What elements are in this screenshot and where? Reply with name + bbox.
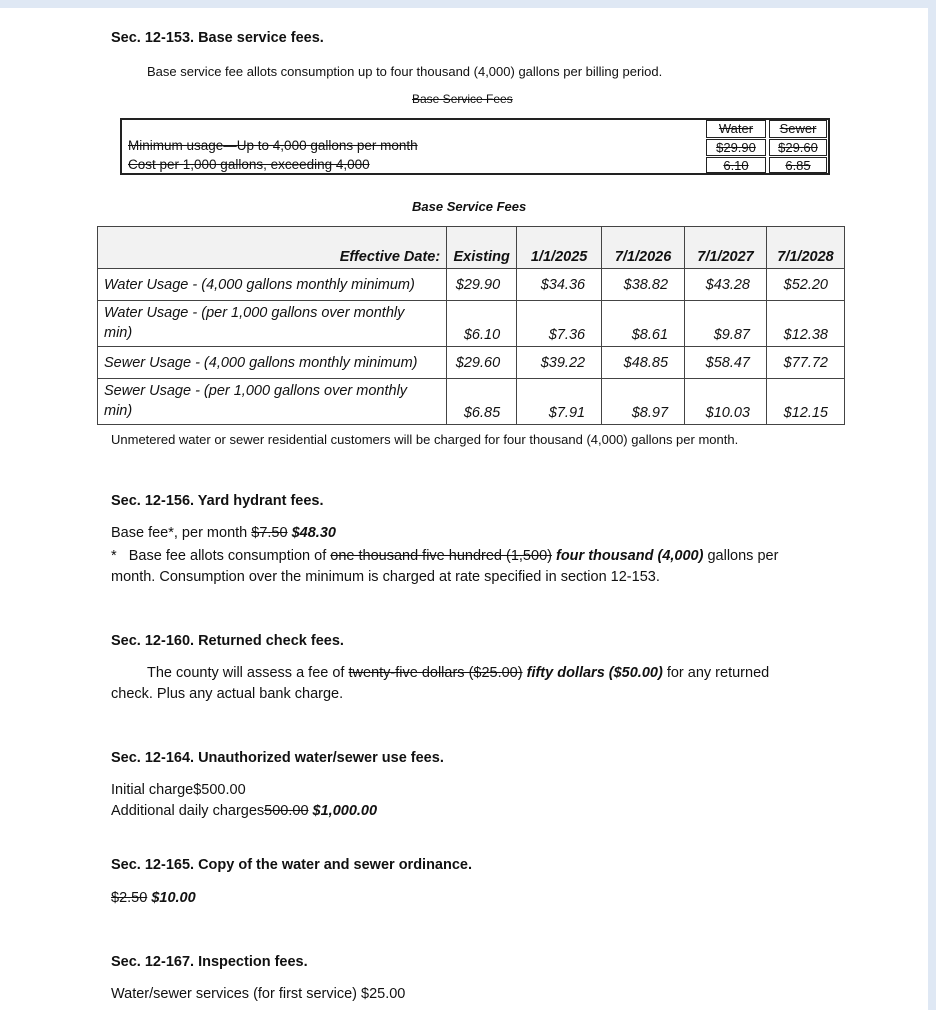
table-row [98, 301, 845, 347]
old-row-label-minimum: Minimum usage—Up to 4,000 gallons per month [128, 138, 418, 153]
new-fee-table [97, 226, 845, 425]
ordinance-new-price: $10.00 [151, 890, 196, 906]
row-label: Sewer Usage - (4,000 gallons monthly minimum) [98, 347, 447, 379]
row-label: Sewer Usage - (per 1,000 gallons over monthly min) [98, 379, 447, 425]
fee-cell: $52.20 [766, 269, 844, 301]
table-row [98, 347, 845, 379]
old-cell-water-cost: 6.10 [706, 157, 766, 173]
section-heading-unauthorized: Sec. 12-164. Unauthorized water/sewer use fees. [111, 750, 444, 766]
fee-cell: $8.97 [602, 379, 685, 425]
additional-new: $1,000.00 [312, 803, 378, 819]
fee-cell: $7.91 [517, 379, 602, 425]
ordinance-copy-price [111, 890, 196, 906]
new-fee: $48.30 [291, 525, 336, 541]
fee-cell: $12.38 [766, 301, 844, 347]
section-heading-returned-check: Sec. 12-160. Returned check fees. [111, 633, 344, 649]
fee-table-header-row [98, 227, 845, 269]
column-header: Existing [447, 227, 517, 269]
fee-cell: $8.61 [602, 301, 685, 347]
fee-cell: $43.28 [685, 269, 767, 301]
row-label: Water Usage - (4,000 gallons monthly minimum) [98, 269, 447, 301]
old-header-water: Water [706, 120, 766, 138]
fee-cell: $29.90 [447, 269, 517, 301]
fee-cell: $39.22 [517, 347, 602, 379]
fee-cell: $48.85 [602, 347, 685, 379]
old-fee: $7.50 [251, 525, 288, 541]
document-page [0, 8, 928, 1010]
table-row [98, 269, 845, 301]
check-new-amount: fifty dollars ($50.00) [526, 665, 663, 681]
yard-hydrant-note-line2: month. Consumption over the minimum is charged at rate specified in section 12-153. [111, 569, 660, 585]
inspection-line1: Water/sewer services (for first service) $25.00 [111, 986, 406, 1002]
fee-cell: $38.82 [602, 269, 685, 301]
fee-cell: $7.36 [517, 301, 602, 347]
old-table-title: Base Service Fees [412, 92, 513, 106]
fee-cell: $29.60 [447, 347, 517, 379]
fee-cell: $9.87 [685, 301, 767, 347]
section-heading-base-service: Sec. 12-153. Base service fees. [111, 30, 324, 46]
new-table-title: Base Service Fees [412, 199, 527, 214]
check-old-amount: twenty-five dollars ($25.00) [348, 665, 523, 681]
check-text-post: for any returned [666, 665, 770, 681]
column-header: 1/1/2025 [517, 227, 602, 269]
row-label: Water Usage - (per 1,000 gallons over monthly min) [98, 301, 447, 347]
fee-cell: $34.36 [517, 269, 602, 301]
unmetered-note: Unmetered water or sewer residential customers will be charged for four thousand (4,000) gallons per month. [111, 432, 739, 447]
note-new-amount: four thousand (4,000) [556, 548, 704, 564]
unauthorized-initial-charge: Initial charge$500.00 [111, 782, 246, 798]
note-star: * [111, 548, 117, 564]
fee-cell: $6.85 [447, 379, 517, 425]
table-row [98, 379, 845, 425]
yard-hydrant-note-line1 [111, 548, 778, 564]
old-cell-water-min: $29.90 [706, 139, 766, 156]
check-text-pre: The county will assess a fee of [147, 665, 345, 681]
old-header-sewer: Sewer [769, 120, 827, 138]
note-post: gallons per [707, 548, 779, 564]
fee-cell: $10.03 [685, 379, 767, 425]
additional-label: Additional daily charges [111, 803, 265, 819]
note-pre: Base fee allots consumption of [128, 548, 327, 564]
column-header: 7/1/2028 [766, 227, 844, 269]
additional-old: 500.00 [264, 803, 309, 819]
column-header: 7/1/2027 [685, 227, 767, 269]
column-header: 7/1/2026 [602, 227, 685, 269]
effective-date-label: Effective Date: [98, 227, 447, 269]
ordinance-old-price: $2.50 [111, 890, 148, 906]
old-cell-sewer-min: $29.60 [769, 139, 827, 156]
section-heading-yard-hydrant: Sec. 12-156. Yard hydrant fees. [111, 493, 324, 509]
fee-cell: $77.72 [766, 347, 844, 379]
fee-cell: $6.10 [447, 301, 517, 347]
section-heading-ordinance-copy: Sec. 12-165. Copy of the water and sewer ordinance. [111, 857, 473, 873]
fee-cell: $12.15 [766, 379, 844, 425]
base-fee-label: Base fee*, per month [111, 525, 248, 541]
returned-check-line1 [147, 665, 769, 681]
unauthorized-additional-charge [111, 803, 377, 819]
note-old-amount: one thousand five hundred (1,500) [330, 548, 552, 564]
yard-hydrant-base-fee [111, 525, 336, 541]
old-cell-sewer-cost: 6.85 [769, 157, 827, 173]
old-row-label-cost: Cost per 1,000 gallons, exceeding 4,000 [128, 157, 370, 172]
base-service-intro: Base service fee allots consumption up to four thousand (4,000) gallons per billing period. [147, 64, 663, 79]
fee-cell: $58.47 [685, 347, 767, 379]
section-heading-inspection: Sec. 12-167. Inspection fees. [111, 954, 308, 970]
returned-check-line2: check. Plus any actual bank charge. [111, 686, 344, 702]
